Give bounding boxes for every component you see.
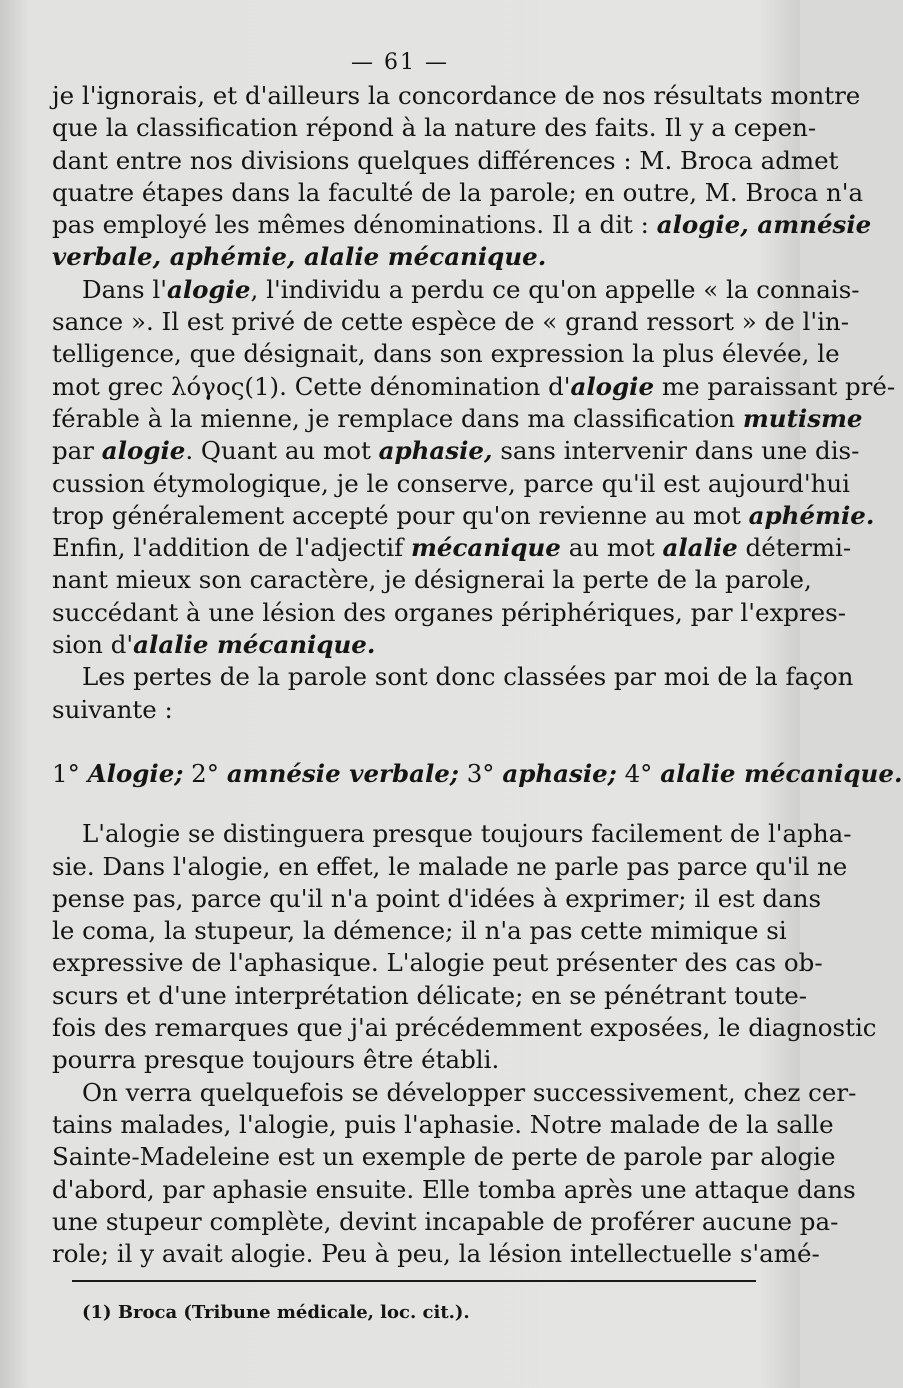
text-line: Sainte-Madeleine est un exemple de perte de parole par alogie xyxy=(52,1142,836,1172)
text-line: L'alogie se distinguera presque toujours facilement de l'apha- xyxy=(82,819,852,849)
text-line: succédant à une lésion des organes périphériques, par l'expres- xyxy=(52,597,847,627)
footnote: (1) Broca (Tribune médicale, loc. cit.). xyxy=(82,1302,470,1323)
spacer xyxy=(52,790,762,818)
footnote-divider xyxy=(72,1280,756,1282)
text-line: mot grec λόγος(1). Cette dénomination d'alogie me paraissant pré- xyxy=(52,371,896,401)
text-line: sie. Dans l'alogie, en effet, le malade ne parle pas parce qu'il ne xyxy=(52,851,848,881)
text-line: On verra quelquefois se développer successivement, chez cer- xyxy=(82,1077,857,1107)
text-line: le coma, la stupeur, la démence; il n'a pas cette mimique si xyxy=(52,916,787,946)
text-line: nant mieux son caractère, je désignerai la perte de la parole, xyxy=(52,565,812,595)
text-line: sance ». Il est privé de cette espèce de « grand ressort » de l'in- xyxy=(52,307,849,337)
text-line: férable à la mienne, je remplace dans ma classification mutisme xyxy=(52,403,863,433)
text-line: je l'ignorais, et d'ailleurs la concordance de nos résultats montre xyxy=(52,81,861,110)
text-line: Les pertes de la parole sont donc classées par moi de la façon xyxy=(82,662,854,692)
text-line: telligence, que désignait, dans son expression la plus élevée, le xyxy=(52,339,840,369)
classification-line: 1° Alogie; 2° amnésie verbale; 3° aphasie; 4° alalie mécanique. xyxy=(52,758,903,788)
text-line: que la classification répond à la nature des faits. Il y a cepen- xyxy=(52,113,817,143)
italic-term: alogie, amnésie xyxy=(656,210,872,240)
text-line: suivante : xyxy=(52,694,173,724)
spacer xyxy=(52,726,762,758)
text-line: trop généralement accepté pour qu'on revienne au mot aphémie. xyxy=(52,500,875,530)
text-line: une stupeur complète, devint incapable de proférer aucune pa- xyxy=(52,1206,839,1236)
text-line: quatre étapes dans la faculté de la parole; en outre, M. Broca n'a xyxy=(52,177,864,207)
text-line: fois des remarques que j'ai précédemment exposées, le diagnostic xyxy=(52,1013,877,1043)
page-number: — 61 — xyxy=(351,50,449,75)
text-line: scurs et d'une interprétation délicate; en se pénétrant toute- xyxy=(52,980,808,1010)
text-line: d'abord, par aphasie ensuite. Elle tomba après une attaque dans xyxy=(52,1174,856,1204)
text-line: Dans l'alogie, l'individu a perdu ce qu'on appelle « la connais- xyxy=(82,274,860,304)
text-line: tains malades, l'alogie, puis l'aphasie. Notre malade de la salle xyxy=(52,1109,834,1139)
text-line: pas employé les mêmes dénominations. Il a dit : alogie, amnésie xyxy=(52,210,872,240)
text-line: Enfin, l'addition de l'adjectif mécanique au mot alalie détermi- xyxy=(52,533,852,563)
text-line xyxy=(52,241,762,273)
text-line: expressive de l'aphasique. L'alogie peut présenter des cas ob- xyxy=(52,948,823,978)
text-line: dant entre nos divisions quelques différences : M. Broca admet xyxy=(52,145,839,175)
text-line: pourra presque toujours être établi. xyxy=(52,1045,500,1075)
text-line: pense pas, parce qu'il n'a point d'idées à exprimer; il est dans xyxy=(52,883,822,913)
text-line: par alogie. Quant au mot aphasie, sans intervenir dans une dis- xyxy=(52,436,860,466)
italic-term: verbale, aphémie, alalie mécanique. xyxy=(52,242,547,272)
text-line: sion d'alalie mécanique. xyxy=(52,630,376,660)
body-text xyxy=(52,80,903,1270)
text-line: role; il y avait alogie. Peu à peu, la lésion intellectuelle s'amé- xyxy=(52,1239,820,1269)
text-line: cussion étymologique, je le conserve, parce qu'il est aujourd'hui xyxy=(52,468,850,498)
